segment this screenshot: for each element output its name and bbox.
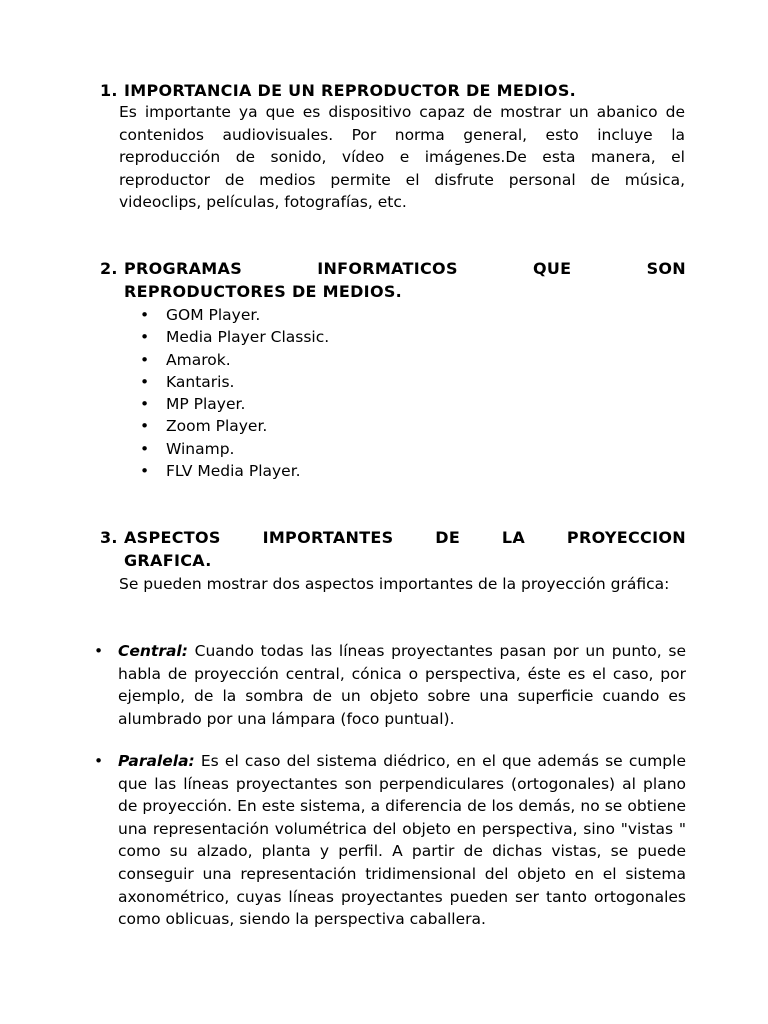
- central-label: Central:: [118, 642, 188, 660]
- list-item: • Zoom Player.: [140, 415, 329, 437]
- section-2-title-line2: REPRODUCTORES DE MEDIOS.: [124, 282, 403, 301]
- list-item: • Amarok.: [140, 349, 329, 371]
- bullet-icon: •: [94, 752, 104, 770]
- section-2-word: SON: [646, 259, 686, 278]
- list-item: • MP Player.: [140, 393, 329, 415]
- list-item: • GOM Player.: [140, 304, 329, 326]
- section-1-number: 1.: [100, 81, 118, 100]
- paralela-paragraph: [94, 750, 686, 931]
- section-1-title: IMPORTANCIA DE UN REPRODUCTOR DE MEDIOS.: [124, 81, 577, 100]
- central-paragraph: [94, 640, 686, 730]
- section-3-title-line2: GRAFICA.: [124, 551, 212, 570]
- section-3-word: DE: [435, 528, 461, 547]
- section-3-word: PROYECCION: [566, 528, 686, 547]
- section-2-word: INFORMATICOS: [317, 259, 458, 278]
- player-list: [140, 304, 329, 482]
- section-2-heading: [100, 257, 686, 303]
- section-3-word: IMPORTANTES: [262, 528, 394, 547]
- section-2-number: 2.: [100, 259, 118, 278]
- section-3-intro: Se pueden mostrar dos aspectos importantes de la proyección gráfica:: [119, 575, 670, 593]
- section-3-word: ASPECTOS: [124, 528, 221, 547]
- central-text: Cuando todas las líneas proyectantes pasan por un punto, se habla de proyección central, cónica o perspectiva, éste es el caso, por ejemplo, de la sombra de un objeto sobre una superficie cuando es alumbrado por una lámpara (foco puntual).: [118, 642, 686, 728]
- section-2-word: QUE: [532, 259, 572, 278]
- section-1-body: Es importante ya que es dispositivo capaz de mostrar un abanico de contenidos audiovisuales. Por norma general, esto incluye la reproducción de sonido, vídeo e imágenes.De esta manera, el reproductor de medios permite el disfrute personal de música, videoclips, películas, fotografías, etc.: [119, 103, 685, 211]
- section-3-heading: [100, 526, 686, 572]
- list-item: • FLV Media Player.: [140, 460, 329, 482]
- bullet-icon: •: [94, 642, 104, 660]
- paralela-label: Paralela:: [118, 752, 195, 770]
- paralela-text: Es el caso del sistema diédrico, en el que además se cumple que las líneas proyectantes son perpendiculares (ortogonales) al plano de proyección. En este sistema, a diferencia de los demás, no se obtiene una representación volumétrica del objeto en perspectiva, sino "vistas " como su alzado, planta y perfil. A partir de dichas vistas, se puede conseguir una representación tridimensional del objeto en el sistema axonométrico, cuyas líneas proyectantes pueden ser tanto ortogonales como oblicuas, siendo la perspectiva caballera.: [118, 752, 686, 929]
- list-item: • Media Player Classic.: [140, 326, 329, 348]
- section-1-heading: [100, 79, 688, 102]
- list-item: • Kantaris.: [140, 371, 329, 393]
- section-2-word: PROGRAMAS: [124, 259, 243, 278]
- section-3-word: LA: [501, 528, 526, 547]
- list-item: • Winamp.: [140, 438, 329, 460]
- section-3-number: 3.: [100, 528, 118, 547]
